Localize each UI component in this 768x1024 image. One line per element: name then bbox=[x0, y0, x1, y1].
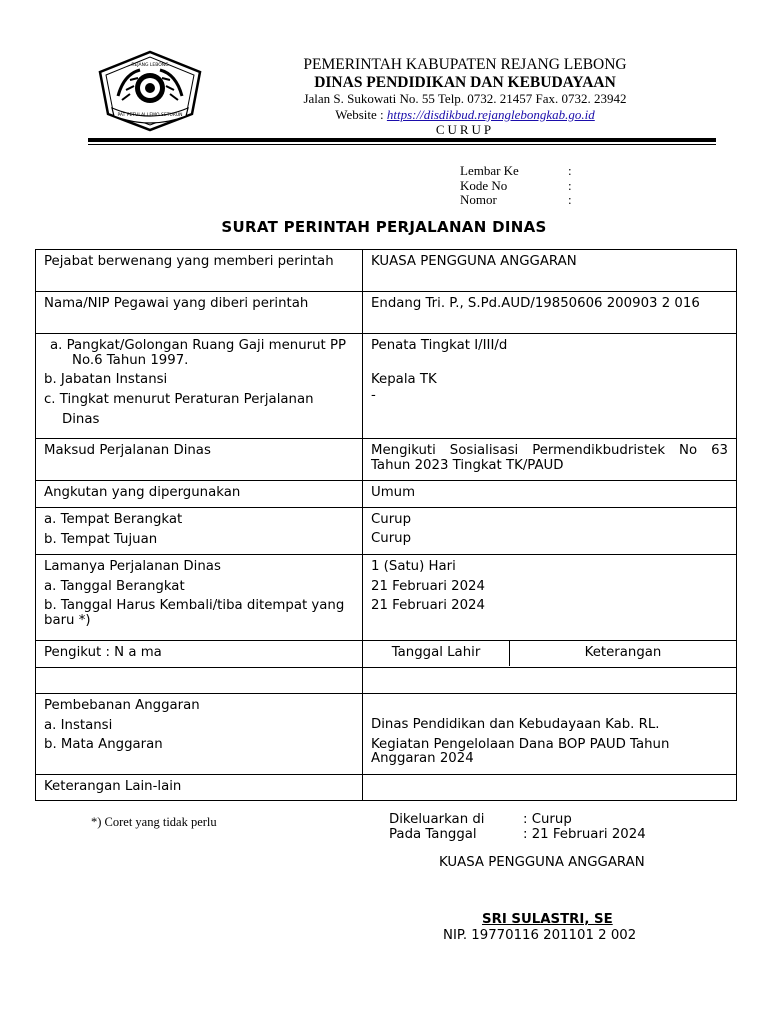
meta-value: : bbox=[568, 177, 572, 193]
rank-label: a. Pangkat/Golongan Ruang Gaji menurut PP No.6 Tahun 1997. bbox=[50, 338, 347, 368]
cell-place-labels bbox=[36, 508, 363, 555]
document-title: SURAT PERINTAH PERJALANAN DINAS bbox=[221, 218, 547, 236]
cell-follower-empty bbox=[36, 668, 363, 694]
table-row bbox=[36, 668, 737, 694]
cell-rank-labels bbox=[36, 334, 363, 439]
letterhead bbox=[220, 56, 710, 138]
letterhead-address: Jalan S. Sukowati No. 55 Telp. 0732. 21457 Fax. 0732. 23942 bbox=[303, 91, 627, 106]
destination-label: b. Tempat Tujuan bbox=[44, 531, 158, 547]
svg-text:PAT PETULAI LEMO SETURUN: PAT PETULAI LEMO SETURUN bbox=[117, 113, 183, 118]
cell-follower-label: Pengikut : N a ma bbox=[36, 641, 363, 668]
cell-other-value bbox=[363, 775, 737, 801]
letterhead-rule-thin bbox=[88, 144, 716, 145]
table-row bbox=[36, 250, 737, 292]
follower-columns bbox=[363, 641, 736, 666]
letterhead-city: CURUP bbox=[435, 122, 495, 137]
table-row bbox=[36, 481, 737, 508]
remarks-header: Keterangan bbox=[584, 645, 662, 660]
meta-value: : bbox=[568, 192, 572, 207]
meta-row bbox=[460, 179, 572, 194]
birthdate-header: Tanggal Lahir bbox=[363, 641, 510, 666]
meta-label: Lembar Ke bbox=[460, 163, 519, 178]
budget-account-label: b. Mata Anggaran bbox=[44, 737, 163, 752]
cell-rank-values bbox=[363, 334, 737, 439]
document-meta bbox=[460, 164, 572, 208]
departure-date-value: 21 Februari 2024 bbox=[371, 578, 485, 594]
table-row bbox=[36, 775, 737, 801]
cell-budget-values bbox=[363, 694, 737, 775]
travel-order-table bbox=[35, 249, 737, 801]
meta-label: Kode No bbox=[460, 177, 508, 193]
cell-purpose-value: Mengikuti Sosialisasi Permendikbudristek No 63 Tahun 2023 Tingkat TK/PAUD bbox=[363, 439, 737, 481]
website-label: Website : bbox=[335, 107, 387, 122]
table-row bbox=[36, 508, 737, 555]
institution-label: a. Instansi bbox=[44, 717, 113, 733]
meta-row bbox=[460, 193, 572, 208]
cell-other-label: Keterangan Lain-lain bbox=[36, 775, 363, 801]
cell-authority-label: Pejabat berwenang yang memberi perintah bbox=[36, 250, 363, 292]
rank-value: Penata Tingkat I/III/d bbox=[371, 338, 508, 353]
return-date-label: b. Tanggal Harus Kembali/tiba ditempat yang baru *) bbox=[44, 598, 345, 628]
budget-label: Pembebanan Anggaran bbox=[44, 698, 200, 713]
letterhead-website bbox=[220, 107, 710, 122]
departure-place-label: a. Tempat Berangkat bbox=[44, 512, 183, 527]
cell-employee-label: Nama/NIP Pegawai yang diberi perintah bbox=[36, 292, 363, 334]
destination-value: Curup bbox=[371, 530, 412, 546]
cell-employee-value: Endang Tri. P., S.Pd.AUD/19850606 200903 2 016 bbox=[363, 292, 737, 334]
cell-budget-labels bbox=[36, 694, 363, 775]
signatory-nip: NIP. 19770116 201101 2 002 bbox=[443, 928, 637, 943]
signatory-title: KUASA PENGGUNA ANGGARAN bbox=[439, 855, 645, 870]
level-label: c. Tingkat menurut Peraturan Perjalanan bbox=[44, 391, 314, 407]
issue-date-label: Pada Tanggal bbox=[389, 826, 477, 842]
footnote: *) Coret yang tidak perlu bbox=[91, 815, 217, 829]
table-row bbox=[36, 334, 737, 439]
departure-place-value: Curup bbox=[371, 512, 412, 527]
cell-duration-values bbox=[363, 555, 737, 641]
departure-date-label: a. Tanggal Berangkat bbox=[44, 578, 185, 594]
cell-duration-labels bbox=[36, 555, 363, 641]
signatory-name: SRI SULASTRI, SE bbox=[482, 912, 613, 927]
level-value: - bbox=[371, 388, 376, 403]
return-date-value: 21 Februari 2024 bbox=[371, 598, 485, 613]
issue-place-value: : Curup bbox=[523, 812, 572, 827]
budget-account-value: Kegiatan Pengelolaan Dana BOP PAUD Tahun Anggaran 2024 bbox=[371, 736, 670, 766]
svg-text:REJANG LEBONG: REJANG LEBONG bbox=[131, 63, 169, 68]
cell-transport-label: Angkutan yang dipergunakan bbox=[36, 481, 363, 508]
institution-value: Dinas Pendidikan dan Kebudayaan Kab. RL. bbox=[371, 717, 660, 732]
issue-place-row bbox=[389, 813, 646, 828]
position-value: Kepala TK bbox=[371, 371, 437, 387]
level-label-cont: Dinas bbox=[62, 412, 100, 427]
cell-authority-value: KUASA PENGGUNA ANGGARAN bbox=[363, 250, 737, 292]
cell-follower-columns bbox=[363, 641, 737, 668]
cell-follower-empty-value bbox=[363, 668, 737, 694]
letterhead-government: PEMERINTAH KABUPATEN REJANG LEBONG bbox=[303, 56, 627, 73]
meta-value: : bbox=[568, 163, 572, 178]
issue-place-label: Dikeluarkan di bbox=[389, 812, 485, 827]
position-label: b. Jabatan Instansi bbox=[44, 372, 168, 387]
duration-value: 1 (Satu) Hari bbox=[371, 559, 456, 574]
cell-place-values bbox=[363, 508, 737, 555]
issue-date-value: : 21 Februari 2024 bbox=[523, 826, 646, 842]
letterhead-rule-thick bbox=[88, 138, 716, 142]
table-row bbox=[36, 694, 737, 775]
website-link[interactable]: https://disdikbud.rejanglebongkab.go.id bbox=[386, 107, 595, 122]
meta-row bbox=[460, 164, 572, 179]
cell-purpose-label: Maksud Perjalanan Dinas bbox=[36, 439, 363, 481]
cell-transport-value: Umum bbox=[363, 481, 737, 508]
meta-label: Nomor bbox=[460, 192, 497, 207]
duration-label: Lamanya Perjalanan Dinas bbox=[44, 559, 221, 574]
table-row bbox=[36, 439, 737, 481]
table-row bbox=[36, 292, 737, 334]
table-row bbox=[36, 555, 737, 641]
issue-block bbox=[389, 813, 646, 842]
rejang-lebong-emblem-icon bbox=[96, 50, 204, 132]
letterhead-agency: DINAS PENDIDIKAN DAN KEBUDAYAAN bbox=[314, 74, 616, 91]
table-row bbox=[36, 641, 737, 668]
issue-date-row bbox=[389, 828, 646, 843]
